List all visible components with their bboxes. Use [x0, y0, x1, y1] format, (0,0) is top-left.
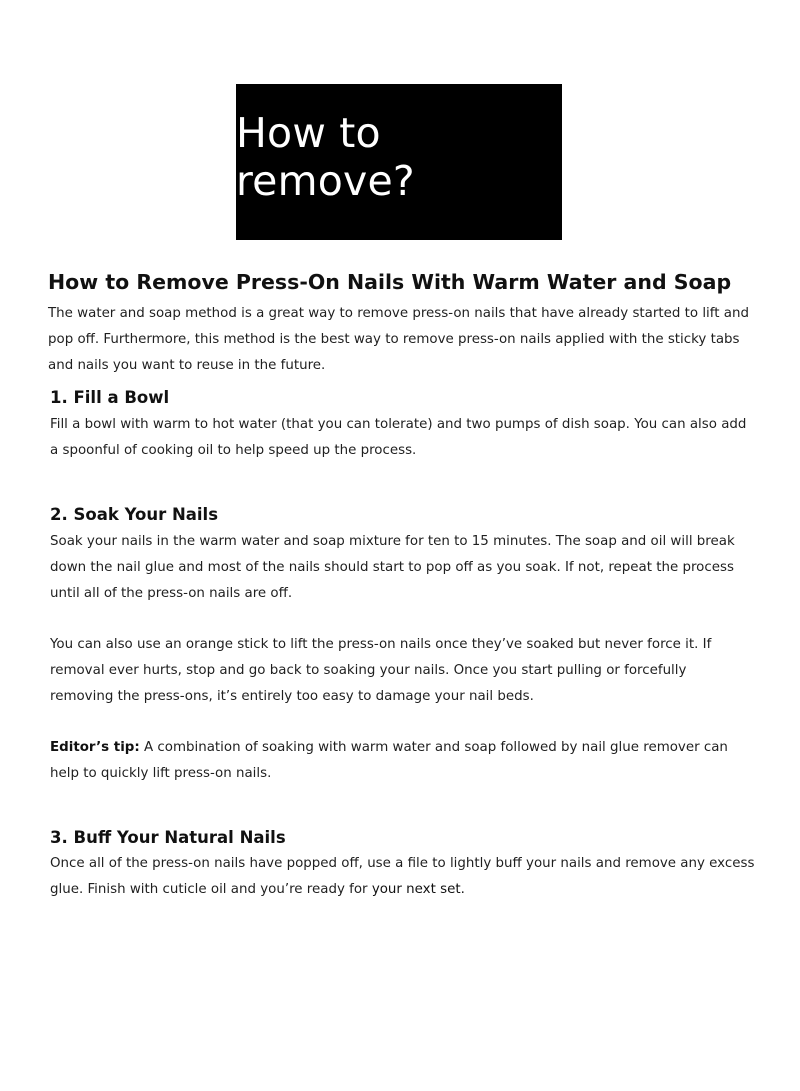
- intro-paragraph: The water and soap method is a great way to remove press-on nails that have already started to lift and pop off. Furthermore, this method is the best way to remove press-on nails applied with the sticky tabs and nails you want to reuse in the future.: [48, 306, 749, 373]
- editor-tip-text: A combination of soaking with warm water and soap followed by nail glue remover can help to quickly lift press-on nails.: [50, 740, 728, 781]
- step-2-heading: 2. Soak Your Nails: [50, 505, 219, 524]
- step-3-body: [50, 851, 766, 903]
- step-2-body: Soak your nails in the warm water and soap mixture for ten to 15 minutes. The soap and oil will break down the nail glue and most of the nails should start to pop off as you soak. If not, repeat the process until all of the press-on nails are off.: [50, 534, 735, 601]
- step-1-heading: 1. Fill a Bowl: [50, 388, 170, 407]
- hero-text: How to remove?: [236, 109, 415, 205]
- hero-banner: [236, 84, 562, 240]
- next-set-link[interactable]: your next set.: [371, 882, 465, 897]
- step-3-body-text: Once all of the press-on nails have popped off, use a file to lightly buff your nails and remove any excess glue. Finish with cuticle oil and you’re ready for: [50, 856, 755, 897]
- step-1-body: Fill a bowl with warm to hot water (that you can tolerate) and two pumps of dish soap. You can also add a spoonful of cooking oil to help speed up the process.: [50, 417, 747, 458]
- article-title: How to Remove Press-On Nails With Warm Water and Soap: [48, 270, 732, 294]
- editor-tip-label: Editor’s tip:: [50, 740, 140, 755]
- editor-tip: [50, 735, 750, 787]
- step-2-body-continued: You can also use an orange stick to lift the press-on nails once they’ve soaked but never force it. If removal ever hurts, stop and go back to soaking your nails. Once you start pulling or forcefully removing the press-ons, it’s entirely too easy to damage your nail beds.: [50, 637, 712, 704]
- step-3-heading: 3. Buff Your Natural Nails: [50, 828, 286, 847]
